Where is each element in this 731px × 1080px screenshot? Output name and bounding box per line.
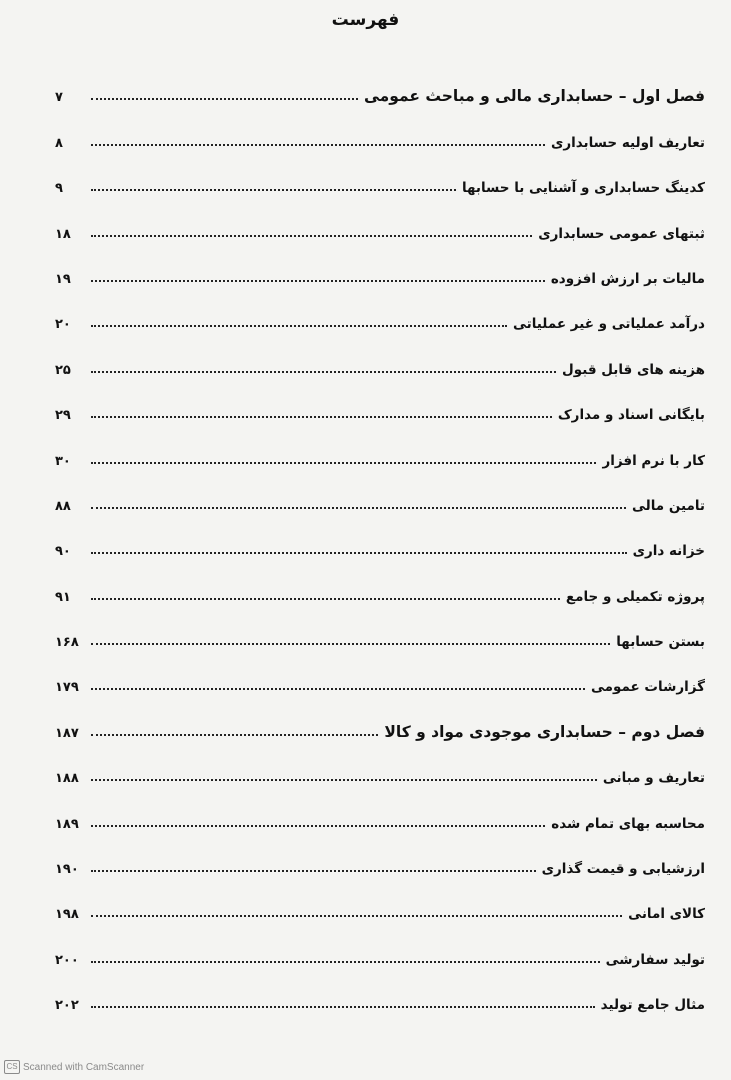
toc-entry-label: کدینگ حسابداری و آشنایی با حسابها bbox=[461, 180, 705, 197]
toc-page-number: ۲۰۰ bbox=[55, 952, 79, 968]
dot-leader bbox=[91, 279, 545, 282]
toc-entry-label: تولید سفارشی bbox=[605, 951, 705, 968]
dot-leader bbox=[91, 234, 532, 237]
toc-page-number: ۲۰۲ bbox=[55, 998, 79, 1014]
table-of-contents bbox=[55, 60, 705, 1013]
toc-row bbox=[55, 514, 705, 559]
dot-leader bbox=[91, 869, 536, 872]
dot-leader bbox=[91, 1005, 595, 1008]
toc-page-number: ۹ bbox=[55, 181, 63, 197]
toc-row bbox=[55, 332, 705, 377]
watermark-text: Scanned with CamScanner bbox=[23, 1061, 145, 1073]
toc-entry-label: گزارشات عمومی bbox=[590, 679, 705, 696]
toc-row bbox=[55, 105, 705, 150]
toc-entry-label: تعاریف اولیه حسابداری bbox=[550, 134, 705, 151]
toc-page-number: ۳۰ bbox=[55, 453, 71, 469]
toc-chapter-row bbox=[55, 60, 705, 105]
toc-page-number: ۸۸ bbox=[55, 498, 71, 514]
toc-page-number: ۸ bbox=[55, 135, 63, 151]
dot-leader bbox=[91, 415, 552, 418]
toc-entry-label: ارزشیابی و قیمت گذاری bbox=[541, 861, 705, 878]
toc-page-number: ۱۸۹ bbox=[55, 816, 79, 832]
dot-leader bbox=[91, 733, 378, 736]
dot-leader bbox=[91, 324, 507, 327]
toc-page-number: ۱۹۰ bbox=[55, 862, 79, 878]
toc-row bbox=[55, 786, 705, 831]
toc-page-number: ۱۶۸ bbox=[55, 635, 79, 651]
toc-row bbox=[55, 968, 705, 1013]
toc-page-number: ۹۱ bbox=[55, 589, 71, 605]
page-title: فهرست bbox=[331, 10, 400, 30]
dot-leader bbox=[91, 97, 358, 100]
toc-entry-label: خزانه داری bbox=[632, 543, 705, 560]
toc-entry-label: بستن حسابها bbox=[616, 634, 705, 651]
toc-page-number: ۲۹ bbox=[55, 408, 71, 424]
dot-leader bbox=[91, 370, 556, 373]
toc-row bbox=[55, 832, 705, 877]
dot-leader bbox=[91, 506, 626, 509]
toc-page-number: ۱۸ bbox=[55, 226, 71, 242]
toc-entry-label: ثبتهای عمومی حسابداری bbox=[538, 225, 705, 242]
scanner-watermark bbox=[4, 1060, 144, 1074]
dot-leader bbox=[91, 143, 545, 146]
toc-page-number: ۱۸۸ bbox=[55, 771, 79, 787]
toc-entry-label: درآمد عملیاتی و غیر عملیاتی bbox=[513, 316, 705, 333]
toc-entry-label: پروژه تکمیلی و جامع bbox=[565, 588, 705, 605]
toc-page-number: ۲۵ bbox=[55, 362, 71, 378]
dot-leader bbox=[91, 687, 585, 690]
toc-row bbox=[55, 196, 705, 241]
toc-entry-label: مثال جامع تولید bbox=[600, 997, 705, 1014]
toc-page-number: ۷ bbox=[55, 90, 63, 106]
camscanner-icon: CS bbox=[4, 1060, 20, 1074]
toc-row bbox=[55, 151, 705, 196]
dot-leader bbox=[91, 188, 456, 191]
toc-entry-label: تامین مالی bbox=[631, 497, 705, 514]
dot-leader bbox=[91, 642, 610, 645]
toc-row bbox=[55, 559, 705, 604]
toc-entry-label: مالیات بر ارزش افزوده bbox=[550, 270, 705, 287]
toc-row bbox=[55, 242, 705, 287]
toc-page-number: ۱۷۹ bbox=[55, 680, 79, 696]
toc-row bbox=[55, 469, 705, 514]
toc-entry-label: بایگانی اسناد و مدارک bbox=[557, 407, 705, 424]
toc-row bbox=[55, 423, 705, 468]
toc-row bbox=[55, 378, 705, 423]
toc-entry-label: محاسبه بهای تمام شده bbox=[551, 815, 705, 832]
dot-leader bbox=[91, 960, 600, 963]
toc-row bbox=[55, 877, 705, 922]
toc-chapter-row bbox=[55, 695, 705, 740]
toc-entry-label: تعاریف و مبانی bbox=[602, 770, 705, 787]
toc-page-number: ۱۹۸ bbox=[55, 907, 79, 923]
toc-entry-label: فصل اول – حسابداری مالی و مباحث عمومی bbox=[363, 87, 705, 106]
toc-page-number: ۱۸۷ bbox=[55, 725, 79, 741]
toc-row bbox=[55, 922, 705, 967]
dot-leader bbox=[91, 597, 560, 600]
toc-entry-label: فصل دوم – حسابداری موجودی مواد و کالا bbox=[384, 722, 705, 741]
dot-leader bbox=[91, 914, 622, 917]
toc-row bbox=[55, 741, 705, 786]
toc-entry-label: کار با نرم افزار bbox=[602, 452, 705, 469]
toc-row bbox=[55, 287, 705, 332]
dot-leader bbox=[91, 824, 545, 827]
toc-page-number: ۱۹ bbox=[55, 271, 71, 287]
toc-page-number: ۲۰ bbox=[55, 317, 71, 333]
dot-leader bbox=[91, 461, 596, 464]
toc-row bbox=[55, 650, 705, 695]
dot-leader bbox=[91, 551, 627, 554]
dot-leader bbox=[91, 778, 597, 781]
toc-page-number: ۹۰ bbox=[55, 544, 71, 560]
toc-row bbox=[55, 605, 705, 650]
toc-entry-label: هزینه های قابل قبول bbox=[562, 361, 705, 378]
toc-entry-label: کالای امانی bbox=[628, 906, 705, 923]
